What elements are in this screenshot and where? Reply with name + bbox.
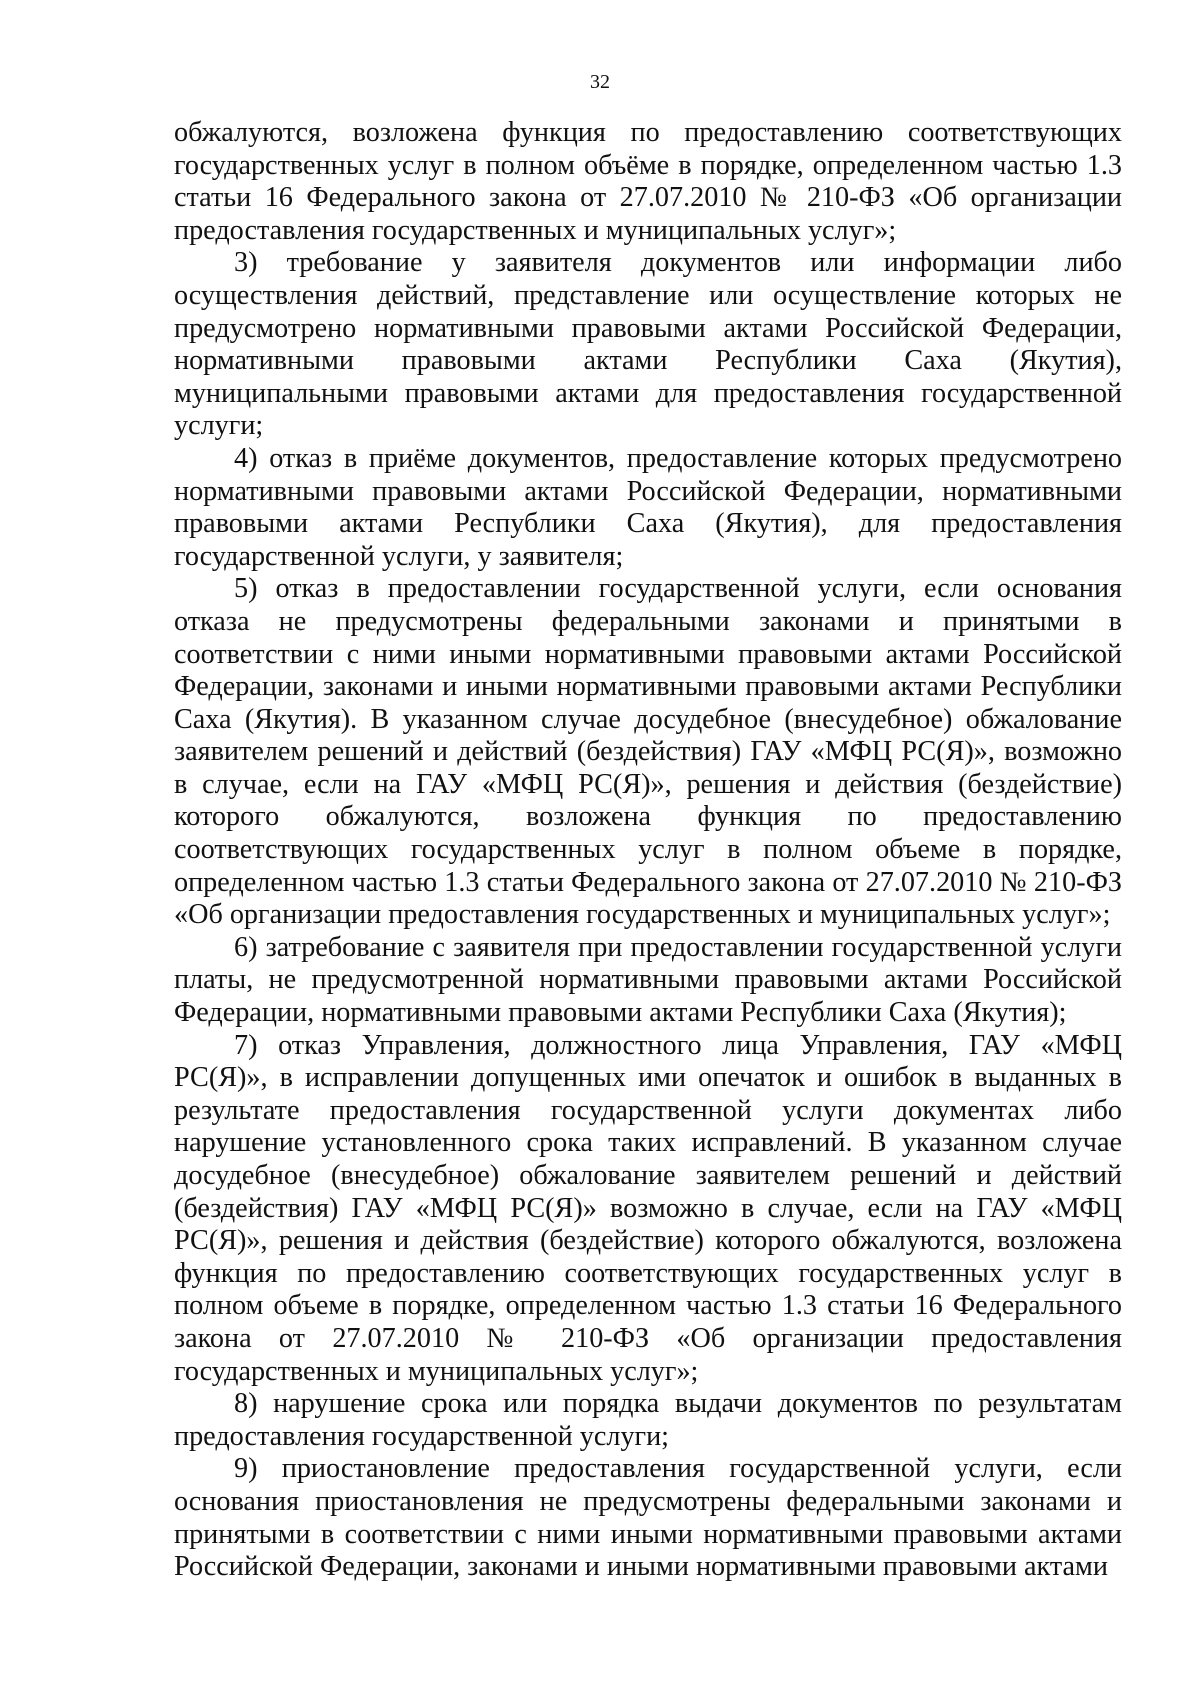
paragraph-item-3: 3) требование у заявителя документов или информации либо осуществления действий, представление или осуществление которых не предусмотрено нормативными правовыми актами Российской Федерации, нормативными правовыми актами Республики Саха (Якутия), муниципальными правовыми актами для предоставления государственной услуги;: [174, 247, 1122, 442]
document-body: [174, 117, 1122, 1584]
paragraph-item-9: 9) приостановление предоставления государственной услуги, если основания приостановления не предусмотрены федеральными законами и принятыми в соответствии с ними иными нормативными правовыми актами Российской Федерации, законами и иными нормативными правовыми актами: [174, 1453, 1122, 1583]
paragraph-item-4: 4) отказ в приёме документов, предоставление которых предусмотрено нормативными правовыми актами Российской Федерации, нормативными правовыми актами Республики Саха (Якутия), для предоставления государственной услуги, у заявителя;: [174, 442, 1122, 572]
page-number: 32: [590, 71, 610, 93]
paragraph-continuation: обжалуются, возложена функция по предоставлению соответствующих государственных услуг в полном объёме в порядке, определенном частью 1.3 статьи 16 Федерального закона от 27.07.2010 № 210-ФЗ «Об организации предоставления государственных и муниципальных услуг»;: [174, 117, 1122, 246]
paragraph-item-5: 5) отказ в предоставлении государственной услуги, если основания отказа не предусмотрены федеральными законами и принятыми в соответствии с ними иными нормативными правовыми актами Российской Федерации, законами и иными нормативными правовыми актами Республики Саха (Якутия). В указанном случае досудебное (внесудебное) обжалование заявителем решений и действий (бездействия) ГАУ «МФЦ РС(Я)», возможно в случае, если на ГАУ «МФЦ РС(Я)», решения и действия (бездействие) которого обжалуются, возложена функция по предоставлению соответствующих государственных услуг в полном объеме в порядке, определенном частью 1.3 статьи Федерального закона от 27.07.2010 № 210-ФЗ «Об организации предоставления государственных и муниципальных услуг»;: [174, 573, 1122, 931]
paragraph-item-6: 6) затребование с заявителя при предоставлении государственной услуги платы, не предусмотренной нормативными правовыми актами Российской Федерации, нормативными правовыми актами Республики Саха (Якутия);: [174, 931, 1122, 1029]
paragraph-item-8: 8) нарушение срока или порядка выдачи документов по результатам предоставления государственной услуги;: [174, 1388, 1122, 1452]
paragraph-item-7: 7) отказ Управления, должностного лица Управления, ГАУ «МФЦ РС(Я)», в исправлении допущенных ими опечаток и ошибок в выданных в результате предоставления государственной услуги документах либо нарушение установленного срока таких исправлений. В указанном случае досудебное (внесудебное) обжалование заявителем решений и действий (бездействия) ГАУ «МФЦ РС(Я)» возможно в случае, если на ГАУ «МФЦ РС(Я)», решения и действия (бездействие) которого обжалуются, возложена функция по предоставлению соответствующих государственных услуг в полном объеме в порядке, определенном частью 1.3 статьи 16 Федерального закона от 27.07.2010 № 210-ФЗ «Об организации предоставления государственных и муниципальных услуг»;: [174, 1029, 1122, 1387]
